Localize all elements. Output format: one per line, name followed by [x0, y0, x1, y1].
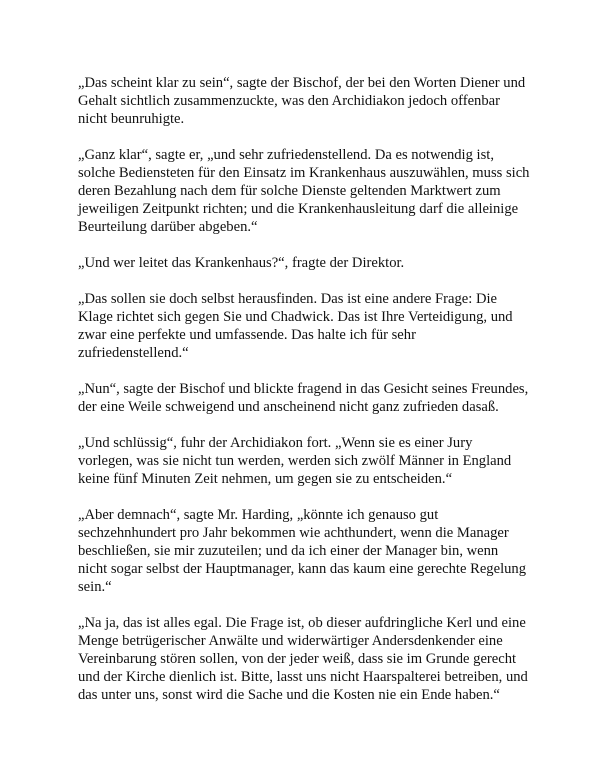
paragraph-5: „Nun“, sagte der Bischof und blickte fragend in das Gesicht seines Freundes, der eine Weile schweigend und anscheinend nicht ganz zufrieden dasaß.	[78, 381, 529, 415]
paragraph-1: „Das scheint klar zu sein“, sagte der Bischof, der bei den Worten Diener und Gehalt sichtlich zusammenzuckte, was den Archidiakon jedoch offenbar nicht beunruhigte.	[78, 75, 526, 127]
paragraph-2: „Ganz klar“, sagte er, „und sehr zufriedenstellend. Da es notwendig ist, solche Bediensteten für den Einsatz im Krankenhaus auszuwählen, muss sich deren Bezahlung nach dem für solche Dienste geltenden Marktwert zum jeweiligen Zeitpunkt richten; und die Krankenhausleitung darf die alleinige Beurteilung darüber abgeben.“	[78, 147, 530, 235]
paragraph-7: „Aber demnach“, sagte Mr. Harding, „könnte ich genauso gut sechzehnhundert pro Jahr bekommen wie achthundert, wenn die Manager beschließen, sie mir zuzuteilen; und da ich einer der Manager bin, wenn nicht sogar selbst der Hauptmanager, kann das kaum eine gerechte Regelung sein.“	[78, 507, 527, 595]
paragraph-4: „Das sollen sie doch selbst herausfinden. Das ist eine andere Frage: Die Klage richtet sich gegen Sie und Chadwick. Das ist Ihre Verteidigung, und zwar eine perfekte und umfassende. Das halte ich für sehr zufriedenstellend.“	[78, 291, 513, 361]
document-body	[78, 74, 530, 722]
paragraph-3: „Und wer leitet das Krankenhaus?“, fragte der Direktor.	[78, 255, 405, 271]
paragraph-8: „Na ja, das ist alles egal. Die Frage ist, ob dieser aufdringliche Kerl und eine Menge betrügerischer Anwälte und widerwärtiger Andersdenkender eine Vereinbarung stören sollen, von der jeder weiß, dass sie im Grunde gerecht und der Kirche dienlich ist. Bitte, lasst uns nicht Haarspalterei betreiben, und das unter uns, sonst wird die Sache und die Kosten nie ein Ende haben.“	[78, 615, 528, 703]
paragraph-6: „Und schlüssig“, fuhr der Archidiakon fort. „Wenn sie es einer Jury vorlegen, was sie nicht tun werden, werden sich zwölf Männer in England keine fünf Minuten Zeit nehmen, um gegen sie zu entscheiden.“	[78, 435, 512, 487]
